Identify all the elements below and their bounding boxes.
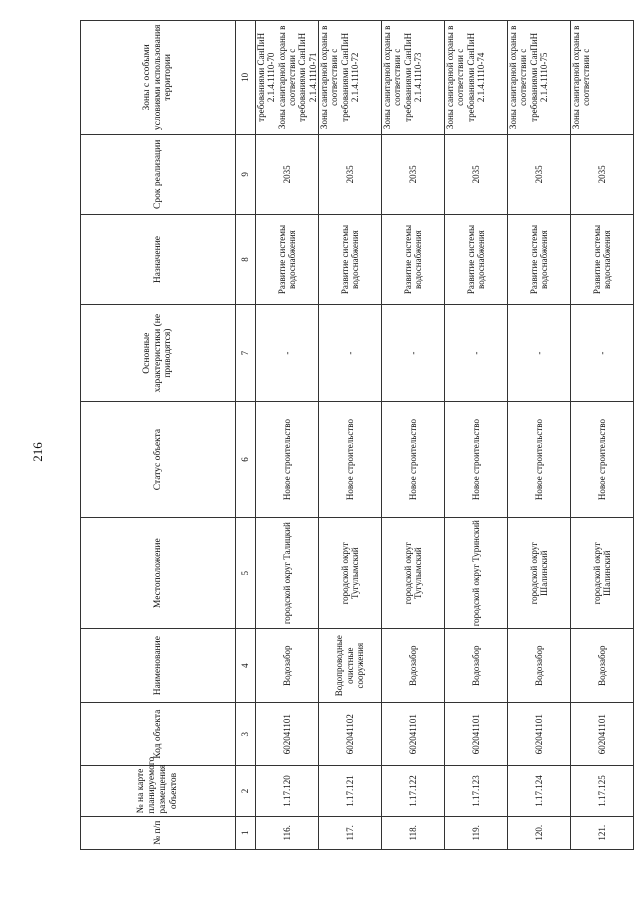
column-number-cell: 8: [236, 214, 256, 304]
characteristics-cell: -: [445, 305, 508, 402]
characteristics-cell: -: [382, 305, 445, 402]
objects-table: [80, 20, 634, 850]
characteristics-cell: -: [508, 305, 571, 402]
object-code-cell: 602041102: [319, 702, 382, 766]
term-cell: 2035: [508, 134, 571, 214]
table-row: [319, 21, 382, 850]
location-cell: городской округ Тугулымский: [319, 517, 382, 628]
object-name-cell: Водозабор: [382, 629, 445, 703]
term-cell: 2035: [445, 134, 508, 214]
term-cell: 2035: [256, 134, 319, 214]
zone-cell: [319, 21, 382, 135]
zone-text: Зоны санитарной охраны в соответствии с требованиями СанПиН 2.1.4.1110-74: [445, 25, 487, 130]
term-cell: 2035: [382, 134, 445, 214]
map-number-cell: 1.17.120: [256, 766, 319, 816]
term-cell: 2035: [571, 134, 634, 214]
table-header-cell: № п/п: [81, 816, 236, 849]
map-number-cell: 1.17.122: [382, 766, 445, 816]
object-name-cell: Водозабор: [571, 629, 634, 703]
column-number-cell: 9: [236, 134, 256, 214]
object-code-cell: 602041101: [571, 702, 634, 766]
zone-cell: [382, 21, 445, 135]
row-number-cell: 119.: [445, 816, 508, 849]
zone-cell: [571, 21, 634, 135]
location-cell: городской округ Талицкий: [256, 517, 319, 628]
zone-continuation-text: требованиями СанПиН 2.1.4.1110-70: [256, 32, 277, 122]
table-header-cell: Наименование: [81, 629, 236, 703]
purpose-cell: Развитие системы водоснабжения: [445, 214, 508, 304]
zone-text: Зоны санитарной охраны в соответствии с требованиями СанПиН 2.1.4.1110-75: [508, 25, 550, 130]
map-number-cell: 1.17.125: [571, 766, 634, 816]
row-number-cell: 117.: [319, 816, 382, 849]
location-cell: городской округ Туринский: [445, 517, 508, 628]
row-number-cell: 118.: [382, 816, 445, 849]
table-header-cell: Основные характеристики (не приводятся): [81, 305, 236, 402]
location-cell: городской округ Тугулымский: [382, 517, 445, 628]
purpose-cell: Развитие системы водоснабжения: [256, 214, 319, 304]
zone-text: [256, 23, 316, 132]
page-number: 216: [30, 442, 45, 462]
table-row: [445, 21, 508, 850]
location-cell: городской округ Шалинский: [571, 517, 634, 628]
characteristics-cell: -: [571, 305, 634, 402]
object-name-cell: Водозабор: [445, 629, 508, 703]
table-row: [508, 21, 571, 850]
status-cell: Новое строительство: [445, 402, 508, 518]
column-number-row: [236, 21, 256, 850]
object-code-cell: 602041101: [256, 702, 319, 766]
location-cell: городской округ Шалинский: [508, 517, 571, 628]
term-cell: 2035: [319, 134, 382, 214]
zone-text: Зоны санитарной охраны в соответствии с: [571, 25, 592, 130]
column-number-cell: 7: [236, 305, 256, 402]
map-number-cell: 1.17.121: [319, 766, 382, 816]
zone-cell: [256, 21, 319, 135]
table-row: [256, 21, 319, 850]
table-header-cell: Местоположение: [81, 517, 236, 628]
status-cell: Новое строительство: [256, 402, 319, 518]
object-name-cell: Водозабор: [256, 629, 319, 703]
object-code-cell: 602041101: [508, 702, 571, 766]
row-number-cell: 116.: [256, 816, 319, 849]
table-header-cell: Срок реализации: [81, 134, 236, 214]
purpose-cell: Развитие системы водоснабжения: [571, 214, 634, 304]
table-header-cell: Статус объекта: [81, 402, 236, 518]
purpose-cell: Развитие системы водоснабжения: [382, 214, 445, 304]
status-cell: Новое строительство: [508, 402, 571, 518]
column-number-cell: 4: [236, 629, 256, 703]
table-header-cell: № на карте планируемого размещения объектов: [81, 766, 236, 816]
status-cell: Новое строительство: [571, 402, 634, 518]
characteristics-cell: -: [256, 305, 319, 402]
row-number-cell: 120.: [508, 816, 571, 849]
map-number-cell: 1.17.123: [445, 766, 508, 816]
object-code-cell: 602041101: [382, 702, 445, 766]
column-number-cell: 10: [236, 21, 256, 135]
column-number-cell: 5: [236, 517, 256, 628]
object-code-cell: 602041101: [445, 702, 508, 766]
purpose-cell: Развитие системы водоснабжения: [508, 214, 571, 304]
column-number-cell: 2: [236, 766, 256, 816]
table-header-cell: Код объекта: [81, 702, 236, 766]
object-name-cell: Водозабор: [508, 629, 571, 703]
table-header-row: [81, 21, 236, 850]
table-header-cell: Зоны с особыми условиями использования территории: [81, 21, 236, 135]
column-number-cell: 1: [236, 816, 256, 849]
characteristics-cell: -: [319, 305, 382, 402]
status-cell: Новое строительство: [382, 402, 445, 518]
table-header-cell: Назначение: [81, 214, 236, 304]
map-number-cell: 1.17.124: [508, 766, 571, 816]
column-number-cell: 3: [236, 702, 256, 766]
zone-text: Зоны санитарной охраны в соответствии с требованиями СанПиН 2.1.4.1110-72: [319, 25, 361, 130]
status-cell: Новое строительство: [319, 402, 382, 518]
purpose-cell: Развитие системы водоснабжения: [319, 214, 382, 304]
table-row: [382, 21, 445, 850]
column-number-cell: 6: [236, 402, 256, 518]
zone-text-main: Зоны санитарной охраны в соответствии с требованиями СанПиН 2.1.4.1110-71: [276, 25, 318, 130]
zone-cell: [508, 21, 571, 135]
rotated-table-container: [80, 20, 640, 850]
zone-text: Зоны санитарной охраны в соответствии с требованиями СанПиН 2.1.4.1110-73: [382, 25, 424, 130]
object-name-cell: Водопроводные очистные сооружения: [319, 629, 382, 703]
row-number-cell: 121.: [571, 816, 634, 849]
table-row: [571, 21, 634, 850]
zone-cell: [445, 21, 508, 135]
